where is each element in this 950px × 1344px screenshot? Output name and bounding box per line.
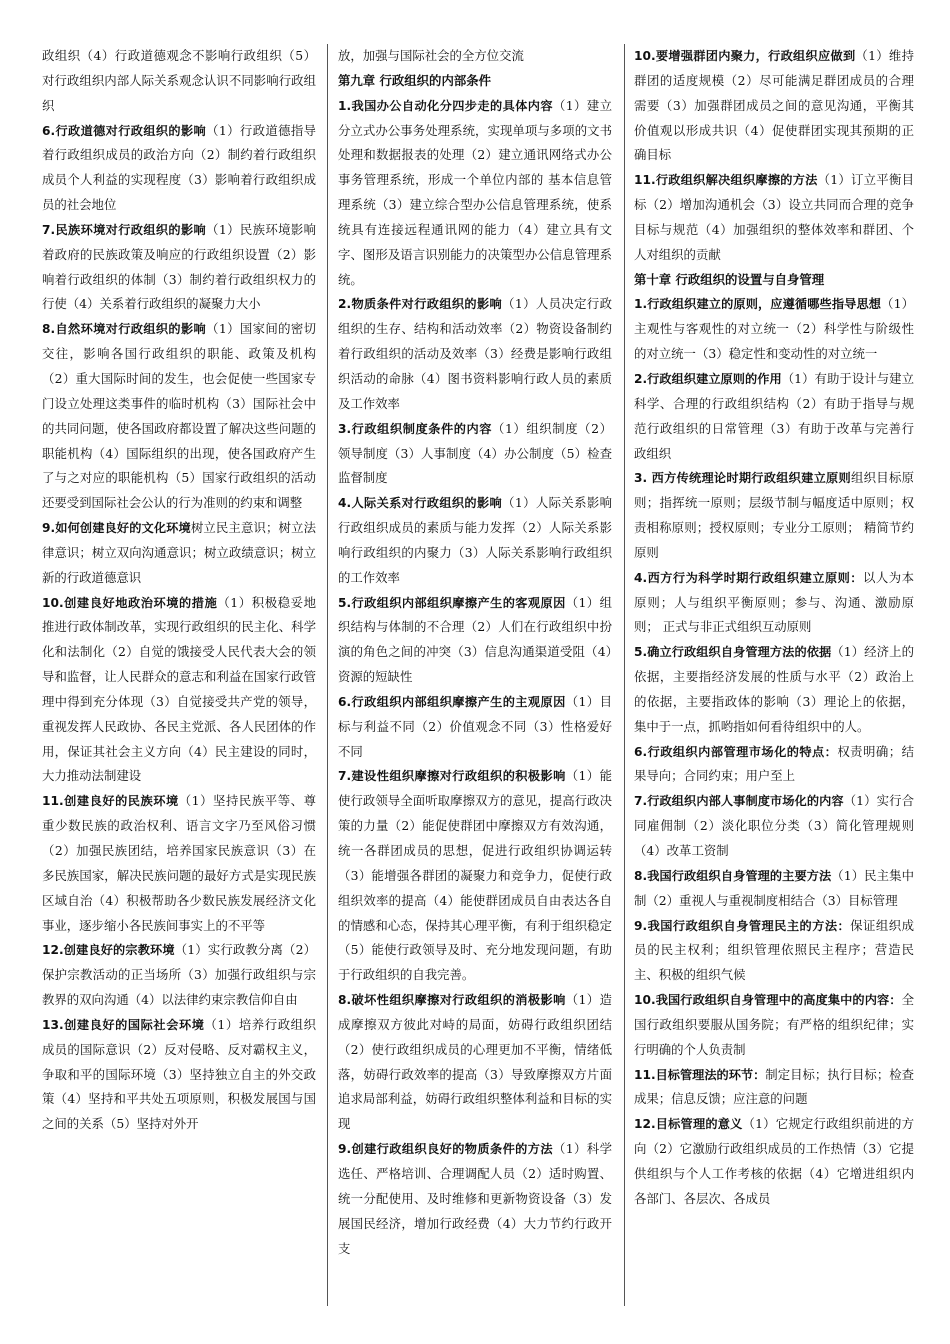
paragraph xyxy=(338,690,612,765)
paragraph xyxy=(634,740,914,790)
item-text: 组织目标原则；指挥统一原则；层级节制与幅度适中原则；权责相称原则；授权原则；专业分工原则； 精简节约原则 xyxy=(634,470,914,560)
text-column-2 xyxy=(338,44,612,1306)
document-page xyxy=(38,44,916,1306)
paragraph xyxy=(338,94,612,293)
item-heading: 6.行政组织内部组织摩擦产生的主观原因 xyxy=(338,694,566,709)
item-heading: 10.我国行政组织自身管理中的高度集中的内容： xyxy=(634,993,902,1008)
paragraph xyxy=(634,789,914,864)
paragraph xyxy=(634,864,914,914)
item-heading: 6.行政道德对行政组织的影响 xyxy=(42,123,207,138)
paragraph xyxy=(338,491,612,590)
paragraph xyxy=(634,914,914,989)
paragraph xyxy=(42,44,316,119)
item-heading: 11.创建良好的民族环境 xyxy=(42,794,179,809)
paragraph xyxy=(338,764,612,988)
item-heading: 10.创建良好地政治环境的措施 xyxy=(42,595,218,610)
item-text: 放，加强与国际社会的全方位交流 xyxy=(338,48,524,63)
item-heading: 3. 西方传统理论时期行政组织建立原则 xyxy=(634,471,851,486)
item-text: 制定目标；执行目标；检查成果；信息反馈；应注意的问题 xyxy=(634,1066,914,1107)
item-heading: 7.建设性组织摩擦对行政组织的积极影响 xyxy=(338,769,566,784)
item-text: （1）民族环境影响着政府的民族政策及响应的行政组织设置（2）影响着行政组织的体制（3）制约着行政组织权力的行使（4）关系着行政组织的凝聚力大小 xyxy=(42,221,316,312)
item-heading: 10.要增强群团内聚力，行政组织应做到 xyxy=(634,49,856,63)
item-heading: 9.我国行政组织自身管理民主的方法： xyxy=(634,918,851,933)
item-heading: 12.创建良好的宗教环境 xyxy=(42,943,175,958)
item-heading: 4.人际关系对行政组织的影响 xyxy=(338,496,503,511)
paragraph xyxy=(338,44,612,69)
item-text: （1）科学选任、严格培训、合理调配人员（2）适时购置、统一分配使用、及时维修和更新物资设备（3）发展国民经济，增加行政经费（4）大力节约行政开支 xyxy=(338,1141,612,1256)
column-divider xyxy=(624,44,625,1306)
paragraph xyxy=(42,119,316,218)
item-text: （1）主观性与客观性的对立统一（2）科学性与阶级性的对立统一（3）稳定性和变动性的对立统一 xyxy=(634,296,914,362)
item-text: （1）积极稳妥地推进行政体制改革，实现行政组织的民主化、科学化和法制化（2）自觉的饿接受人民代表大会的领导和监督，让人民群众的意志和利益在国家行政管理中得到充分体现（3）自觉接受共产党的领导，重视发挥人民政协、各民主党派、各人民团体的作用，保证其社会主义方向（4）民主建设的同时，大力推动法制建设 xyxy=(42,594,316,784)
item-text: （1）人员决定行政组织的生存、结构和活动效率（2）物资设备制约着行政组织的活动及效率（3）经费是影响行政组织活动的命脉（4）图书资料影响行政人员的素质及工作效率 xyxy=(338,296,612,411)
paragraph xyxy=(634,168,914,267)
paragraph xyxy=(634,640,914,739)
paragraph xyxy=(634,988,914,1063)
text-column-1 xyxy=(42,44,316,1306)
paragraph xyxy=(634,566,914,641)
chapter-heading: 第九章 行政组织的内部条件 xyxy=(338,72,492,88)
item-text: 树立民主意识；树立法律意识；树立双向沟通意识；树立政绩意识；树立新的行政道德意识 xyxy=(42,520,316,585)
item-text: （1）国家间的密切交往，影响各国行政组织的职能、政策及机构（2）重大国际时间的发生，也会促使一些国家专门设立处理这类事件的临时机构（3）国际社会中的共同问题，使各国政府都设置了解决这些问题的职能机构（4）国际组织的出现，使各国政府产生了与之对应的职能机构（5）国家行政组织的活动还要受到国际社会公认的行为准则的约束和调整 xyxy=(42,321,316,511)
item-text: （1）组织制度（2）领导制度（3）人事制度（4）办公制度（5）检查监督制度 xyxy=(338,420,612,486)
item-text: （1）维持群团的适度规模（2）尽可能满足群团成员的合理需要（3）加强群团成员之间的意见沟通，平衡其价值观以形成共识（4）促使群团实现其预期的正确目标 xyxy=(634,48,914,163)
column-divider xyxy=(327,44,328,1306)
paragraph xyxy=(634,466,914,565)
paragraph xyxy=(634,44,914,168)
item-heading: 13.创建良好的国际社会环境 xyxy=(42,1017,205,1032)
item-heading: 5.确立行政组织自身管理方法的依据 xyxy=(634,645,832,660)
paragraph xyxy=(634,292,914,367)
paragraph xyxy=(42,938,316,1013)
item-text: 政组织（4）行政道德观念不影响行政组织（5）对行政组织内部人际关系观念认识不同影响行政组织 xyxy=(42,48,316,113)
paragraph xyxy=(634,1063,914,1113)
item-text: （1）行政道德指导着行政组织成员的政治方向（2）制约着行政组织成员个人利益的实现程度（3）影响着行政组织成员的社会地位 xyxy=(42,122,316,213)
item-text: （1）人际关系影响行政组织成员的素质与能力发挥（2）人际关系影响行政组织的内聚力（3）人际关系影响行政组织的工作效率 xyxy=(338,495,612,585)
item-text: （1）培养行政组织成员的国际意识（2）反对侵略、反对霸权主义，争取和平的国际环境（3）坚持独立自主的外交政策（4）坚持和平共处五项原则，积极发展国与国之间的关系（5）坚持对外开 xyxy=(42,1016,316,1132)
paragraph xyxy=(338,292,612,416)
item-heading: 6.行政组织内部管理市场化的特点： xyxy=(634,744,838,759)
item-heading: 12.目标管理的意义 xyxy=(634,1117,743,1132)
item-heading: 8.自然环境对行政组织的影响 xyxy=(42,322,207,337)
paragraph xyxy=(634,367,914,466)
item-text: （1）实行政教分离（2）保护宗教活动的正当场所（3）加强行政组织与宗教界的双向沟通（4）以法律约束宗教信仰自由 xyxy=(42,942,316,1008)
paragraph xyxy=(338,1137,612,1261)
item-heading: 8.我国行政组织自身管理的主要方法 xyxy=(634,868,832,883)
paragraph xyxy=(42,789,316,938)
paragraph xyxy=(42,1013,316,1137)
item-heading: 2.行政组织建立原则的作用 xyxy=(634,371,782,386)
item-heading: 5.行政组织内部组织摩擦产生的客观原因 xyxy=(338,595,566,610)
item-text: （1）造成摩擦双方彼此对峙的局面，妨碍行政组织团结（2）使行政组织成员的心理更加不平衡，情绪低落，妨碍行政效率的提高（3）导致摩擦双方片面追求局部利益，妨碍行政组织整体利益和目标的实现 xyxy=(338,992,612,1132)
item-text: 权责明确；结果导向；合同约束；用户至上 xyxy=(634,743,914,784)
item-text: （1）建立分立式办公事务处理系统，实现单项与多项的文书处理和数据报表的处理（2）建立通讯网络式办公事务管理系统，形成一个单位内部的 基本信息管理系统（3）建立综合型办公信息管理系统，使系统具有连接远程通讯网的能力（4）建立具有文字、图形及语言识别能力的决策型办公信息管理系统。 xyxy=(338,97,612,287)
item-text: （1）坚持民族平等、尊重少数民族的政治权利、语言文字乃至风俗习惯（2）加强民族团结，培养国家民族意识（3）在多民族国家，解决民族问题的最好方式是实现民族区域自治（4）积极帮助各少数民族发展经济文化事业，逐步缩小各民族间事实上的不平等 xyxy=(42,793,316,933)
item-text: 保证组织成员的民主权利；组织管理依照民主程序；营造民主、积极的组织气候 xyxy=(634,917,914,983)
item-heading: 7.民族环境对行政组织的影响 xyxy=(42,222,207,237)
item-heading: 8.破坏性组织摩擦对行政组织的消极影响 xyxy=(338,993,566,1008)
item-text: （1）经济上的依据，主要指经济发展的性质与水平（2）政治上的依据，主要指政体的影响（3）理论上的依据，集中于一点，抓哟指如何看待组织中的人。 xyxy=(634,644,914,734)
paragraph xyxy=(338,417,612,492)
item-heading: 9.创建行政组织良好的物质条件的方法 xyxy=(338,1142,553,1157)
paragraph xyxy=(42,516,316,591)
paragraph xyxy=(634,1112,914,1211)
paragraph xyxy=(42,317,316,516)
item-text: （1）民主集中制（2）重视人与重视制度相结合（3）目标管理 xyxy=(634,867,914,908)
item-heading: 11.行政组织解决组织摩擦的方法 xyxy=(634,173,818,188)
item-heading: 11.目标管理法的环节： xyxy=(634,1067,766,1082)
item-heading: 9.如何创建良好的文化环境 xyxy=(42,521,191,536)
paragraph xyxy=(338,988,612,1137)
item-heading: 3.行政组织制度条件的内容 xyxy=(338,421,492,436)
item-heading: 4.西方行为科学时期行政组织建立原则： xyxy=(634,570,863,585)
item-text: （1）它规定行政组织前进的方向（2）它激励行政组织成员的工作热情（3）它提供组织与个人工作考核的依据（4）它增进组织内各部门、各层次、各成员 xyxy=(634,1116,914,1206)
item-heading: 1.我国办公自动化分四步走的具体内容 xyxy=(338,98,553,113)
item-heading: 2.物质条件对行政组织的影响 xyxy=(338,297,503,312)
text-column-3 xyxy=(634,44,914,1306)
item-heading: 7.行政组织内部人事制度市场化的内容 xyxy=(634,794,844,809)
item-text: （1）组织结构与体制的不合理（2）人们在行政组织中扮演的角色之间的冲突（3）信息沟通渠道受阻（4）资源的短缺性 xyxy=(338,594,612,685)
item-heading: 1.行政组织建立的原则，应遵循哪些指导思想 xyxy=(634,297,882,312)
paragraph xyxy=(42,591,316,790)
paragraph xyxy=(42,218,316,317)
item-text: （1）实行合同雇佣制（2）淡化职位分类（3）简化管理规则（4）改革工资制 xyxy=(634,793,914,858)
item-text: 以人为本原则；人与组织平衡原则；参与、沟通、激励原则； 正式与非正式组织互动原则 xyxy=(634,569,914,635)
item-text: （1）订立平衡目标（2）增加沟通机会（3）设立共同而合理的竞争目标与规范（4）加强组织的整体效率和群团、个人对组织的贡献 xyxy=(634,172,914,262)
item-text: （1）目标与利益不同（2）价值观念不同（3）性格爱好不同 xyxy=(338,693,612,759)
paragraph xyxy=(338,591,612,690)
chapter-heading: 第十章 行政组织的设置与自身管理 xyxy=(634,271,825,287)
item-text: （1）能使行政领导全面听取摩擦双方的意见，提高行政决策的力量（2）能促使群团中摩擦双方有效沟通，统一各群团成员的思想，促进行政组织协调运转（3）能增强各群团的凝聚力和竞争力，促使行政组织效率的提高（4）能使群团成员自由表达各自的情感和心态，保持其心理平衡，有利于组织稳定（5）能使行政领导及时、充分地发现问题，有助于行政组织的自我完善。 xyxy=(338,768,612,983)
item-text: 全国行政组织要服从国务院；有严格的组织纪律；实行明确的个人负责制 xyxy=(634,992,914,1057)
item-text: （1）有助于设计与建立科学、合理的行政组织结构（2）有助于指导与规范行政组织的日常管理（3）有助于改革与完善行政组织 xyxy=(634,370,914,461)
